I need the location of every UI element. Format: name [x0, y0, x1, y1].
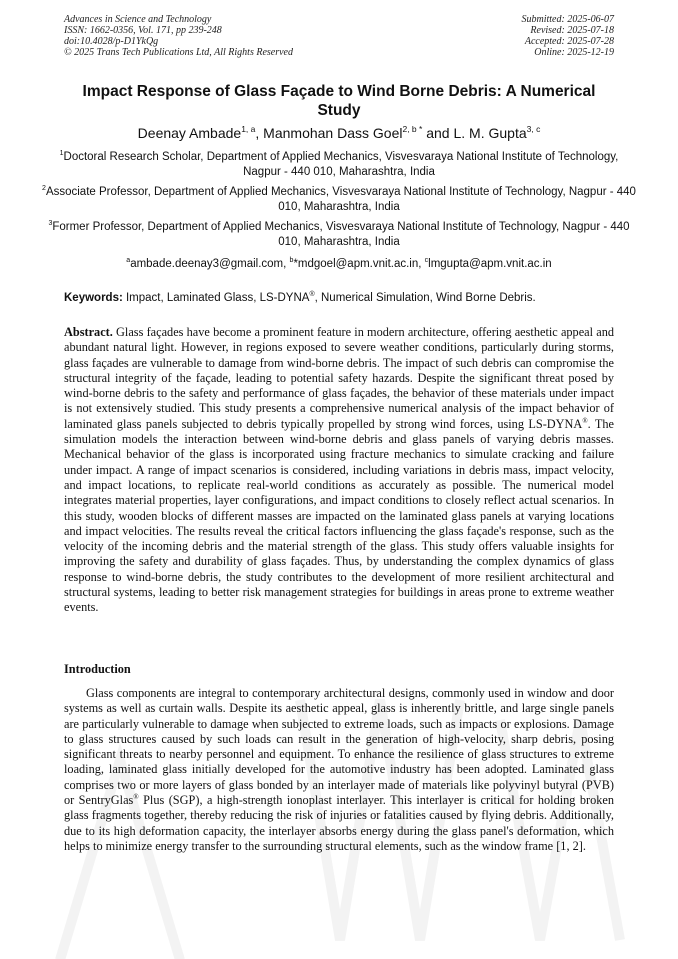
- affiliation-mark: 3: [48, 220, 53, 227]
- accepted-date: Accepted: 2025-07-28: [524, 36, 614, 47]
- affiliation: [40, 220, 638, 249]
- doi-link[interactable]: doi:10.4028/p-D1YkQg: [64, 36, 159, 47]
- author-name: L. M. Gupta: [453, 125, 527, 141]
- keywords-label: Keywords:: [64, 292, 123, 304]
- paper-title: Impact Response of Glass Façade to Wind Borne Debris: A Numerical Study: [82, 83, 596, 119]
- email-link[interactable]: ambade.deenay3@gmail.com,: [130, 258, 290, 270]
- online-date: Online: 2025-12-19: [534, 47, 614, 58]
- issn-volume: ISSN: 1662-0356, Vol. 171, pp 239-248: [64, 25, 222, 36]
- registered-mark: ®: [582, 416, 588, 425]
- affiliation: [40, 150, 638, 179]
- author-list: [40, 124, 638, 142]
- abstract: [64, 325, 614, 616]
- affiliation-text: Associate Professor, Department of Applied Mechanics, Visvesvaraya National Institute of Technology, Nagpur - 440 010, Maharashtra, India: [45, 186, 636, 213]
- author-separator: ,: [255, 125, 264, 141]
- author-name: Deenay Ambade: [137, 125, 242, 141]
- keywords-text: Impact, Laminated Glass, LS-DYNA: [122, 292, 310, 304]
- affiliation-text: Doctoral Research Scholar, Department of Applied Mechanics, Visvesvaraya National Institute of Technology, Nagpur - 440 010, Maharashtra, India: [63, 151, 619, 178]
- submitted-date: Submitted: 2025-06-07: [521, 14, 614, 25]
- affiliation-mark: 2: [42, 185, 46, 192]
- author-affiliation-mark: 2, b *: [402, 124, 423, 134]
- journal-header: [64, 14, 614, 58]
- author-affiliation-mark: 3, c: [526, 124, 541, 134]
- journal-info: [64, 14, 293, 58]
- publication-dates: [522, 14, 615, 58]
- revised-date: Revised: 2025-07-18: [530, 25, 614, 36]
- author-name: Manmohan Dass Goel: [263, 125, 403, 141]
- introduction-paragraph: [64, 686, 614, 854]
- abstract-text: . The simulation models the interaction between wind-borne debris and glass panels of varying debris masses. Mechanical behavior of the glass is incorporated using fracture mechanics to simulate cracking and failure under impact. A range of impact scenarios is considered, including variations in debris mass, impact velocity, and impact locations, to replicate real-world conditions as accurately as possible. The numerical model integrates material properties, layer configurations, and impact conditions to closely reflect actual scenarios. In this study, wooden blocks of different masses are impacted on the laminated glass panels at varying locations and impact velocities. The results reveal the critical factors influencing the glass façade's response, such as the velocity of the incoming debris and the material strength of the glass. This study offers valuable insights for improving the safety and durability of glass façades. Thus, by understanding the complex dynamics of glass response to wind-borne debris, the study contributes to the development of more resilient architectural and structural systems, leading to better risk management strategies for buildings in areas prone to extreme weather events.: [64, 416, 615, 615]
- email-link[interactable]: lmgupta@apm.vnit.ac.in: [428, 258, 552, 270]
- author-affiliation-mark: 1, a: [241, 124, 256, 134]
- affiliation-text: Former Professor, Department of Applied Mechanics, Visvesvaraya National Institute of Technology, Nagpur - 440 010, Maharashtra, India: [52, 221, 630, 248]
- author-emails: [40, 257, 638, 272]
- affiliation: [40, 185, 638, 214]
- registered-mark: ®: [133, 793, 139, 802]
- keywords-text: , Numerical Simulation, Wind Borne Debris.: [314, 292, 536, 304]
- abstract-text: Glass façades have become a prominent feature in modern architecture, offering aesthetic appeal and abundant natural light. However, in regions exposed to severe weather conditions, particularly during storms, glass façades are vulnerable to damage from wind-borne debris. The impact of such debris can compromise the structural integrity of the façade, leading to potential safety hazards. Despite the significant threat posed by wind-borne debris to the safety and performance of glass façades, the behavior of these materials under impact is not extensively studied. This study presents a comprehensive numerical analysis of the impact behavior of laminated glass panels subjected to debris typically propelled by strong wind forces, using LS-DYNA: [64, 325, 614, 431]
- section-heading-introduction: Introduction: [64, 662, 131, 676]
- email-mark: b: [289, 257, 294, 264]
- abstract-label: Abstract.: [64, 325, 113, 339]
- affiliation-mark: 1: [59, 150, 64, 157]
- copyright: © 2025 Trans Tech Publications Ltd, All Rights Reserved: [64, 47, 293, 58]
- registered-mark: ®: [309, 291, 315, 298]
- paragraph-text: Glass components are integral to contemporary architectural designs, commonly used in window and door systems as well as curtain walls. Despite its aesthetic appeal, glass is inherently brittle, and large single panels are particularly vulnerable to damage when subjected to extreme loads, such as impacts or explosions. Damage to glass structures caused by such loads can result in the generation of high-velocity, sharp debris, posing significant threats to nearby personnel and equipment. To enhance the resilience of glass structures to extreme loading, laminated glass initially developed for the automotive industry has been adopted. Laminated glass comprises two or more layers of glass bonded by an interlayer made of materials like polyvinyl butyral (PVB) or SentryGlas: [64, 686, 614, 808]
- email-link[interactable]: *mdgoel@apm.vnit.ac.in,: [293, 258, 425, 270]
- email-mark: a: [126, 257, 131, 264]
- paragraph-text: Plus (SGP), a high-strength ionoplast interlayer. This interlayer is critical for holding broken glass fragments together, thereby reducing the risk of injuries or fatalities caused by flying debris. Additionally, due to its high deformation capacity, the interlayer absorbs energy during the glass panel's deformation, which helps to minimize energy transfer to the surrounding structural elements, such as the window frame [1, 2].: [64, 793, 615, 853]
- author-separator: and: [422, 125, 454, 141]
- email-mark: c: [424, 257, 429, 264]
- journal-name: Advances in Science and Technology: [64, 14, 212, 25]
- keywords: [64, 291, 614, 305]
